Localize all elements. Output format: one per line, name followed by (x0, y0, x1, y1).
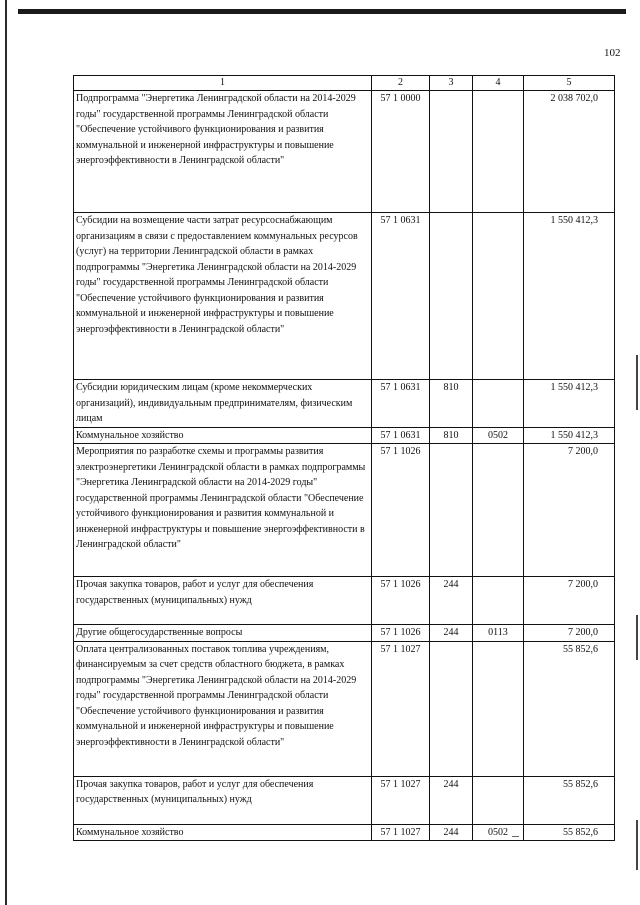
section-code (473, 91, 524, 213)
item-name: Мероприятия по разработке схемы и программы развития электроэнергетики Ленинградской области в рамках подпрограммы "Энергетика Ленинградской области на 2014-2029 годы" государственной программы Ленинградской области "Обеспечение устойчивого функционирования и развития коммунальной и инженерной инфраструктуры и повышение энергоэффективности в Ленинградской области" (74, 444, 372, 577)
table-row (74, 625, 615, 642)
item-name: Коммунальное хозяйство (74, 824, 372, 841)
section-code: 0502 (473, 427, 524, 444)
amount: 55 852,6 (524, 776, 615, 824)
item-name: Другие общегосударственные вопросы (74, 625, 372, 642)
item-name: Прочая закупка товаров, работ и услуг для обеспечения государственных (муниципальных) нужд (74, 776, 372, 824)
target-code: 57 1 1027 (372, 641, 430, 776)
table-row (74, 641, 615, 776)
target-code: 57 1 0631 (372, 427, 430, 444)
section-code (473, 776, 524, 824)
amount: 55 852,6 (524, 641, 615, 776)
scan-mark (512, 836, 519, 837)
header-cell: 2 (372, 76, 430, 91)
expense-type (430, 641, 473, 776)
item-name: Прочая закупка товаров, работ и услуг для обеспечения государственных (муниципальных) нужд (74, 577, 372, 625)
target-code: 57 1 1026 (372, 625, 430, 642)
expense-type (430, 213, 473, 380)
table-row (74, 776, 615, 824)
expense-type (430, 444, 473, 577)
table-row (74, 91, 615, 213)
target-code: 57 1 0631 (372, 213, 430, 380)
target-code: 57 1 0631 (372, 380, 430, 428)
item-name: Подпрограмма "Энергетика Ленинградской области на 2014-2029 годы" государственной программы Ленинградской области "Обеспечение устойчивого функционирования и развития коммунальной и инженерной инфраструктуры и повышение энергоэффективности в Ленинградской области" (74, 91, 372, 213)
scan-edge-right (636, 820, 638, 870)
section-code (473, 641, 524, 776)
item-name: Коммунальное хозяйство (74, 427, 372, 444)
section-code: 0502 (473, 824, 524, 841)
header-cell: 1 (74, 76, 372, 91)
scan-edge-top (18, 9, 626, 14)
expense-type: 244 (430, 824, 473, 841)
table-row (74, 213, 615, 380)
item-name: Субсидии юридическим лицам (кроме некоммерческих организаций), индивидуальным предпринимателям, физическим лицам (74, 380, 372, 428)
target-code: 57 1 1027 (372, 824, 430, 841)
page-number: 102 (604, 47, 621, 59)
header-cell: 4 (473, 76, 524, 91)
expense-type (430, 91, 473, 213)
header-cell: 3 (430, 76, 473, 91)
item-name: Субсидии на возмещение части затрат ресурсоснабжающим организациям в связи с предоставлением коммунальных ресурсов (услуг) на территории Ленинградской области в рамках подпрограммы "Энергетика Ленинградской области на 2014-2029 годы" государственной программы Ленинградской области "Обеспечение устойчивого функционирования и развития коммунальной и инженерной инфраструктуры и повышение энергоэффективности в Ленинградской области" (74, 213, 372, 380)
expense-type: 244 (430, 577, 473, 625)
table-row (74, 577, 615, 625)
amount: 1 550 412,3 (524, 380, 615, 428)
amount: 1 550 412,3 (524, 213, 615, 380)
header-cell: 5 (524, 76, 615, 91)
amount: 7 200,0 (524, 577, 615, 625)
expense-type: 244 (430, 625, 473, 642)
section-code (473, 380, 524, 428)
amount: 1 550 412,3 (524, 427, 615, 444)
table-row (74, 380, 615, 428)
expense-type: 810 (430, 427, 473, 444)
table-row (74, 427, 615, 444)
amount: 2 038 702,0 (524, 91, 615, 213)
section-code: 0113 (473, 625, 524, 642)
target-code: 57 1 0000 (372, 91, 430, 213)
expense-type: 810 (430, 380, 473, 428)
amount: 7 200,0 (524, 444, 615, 577)
amount: 55 852,6 (524, 824, 615, 841)
target-code: 57 1 1026 (372, 577, 430, 625)
table-row (74, 824, 615, 841)
budget-table (73, 75, 615, 841)
section-code (473, 577, 524, 625)
scan-edge-left (5, 0, 7, 905)
table-row (74, 444, 615, 577)
section-code (473, 444, 524, 577)
target-code: 57 1 1026 (372, 444, 430, 577)
amount: 7 200,0 (524, 625, 615, 642)
scan-edge-right (636, 355, 638, 410)
scan-edge-right (636, 615, 638, 660)
item-name: Оплата централизованных поставок топлива учреждениям, финансируемым за счет средств областного бюджета, в рамках подпрограммы "Энергетика Ленинградской области на 2014-2029 годы" государственной программы Ленинградской области "Обеспечение устойчивого функционирования и развития коммунальной и инженерной инфраструктуры и повышение энергоэффективности в Ленинградской области" (74, 641, 372, 776)
target-code: 57 1 1027 (372, 776, 430, 824)
expense-type: 244 (430, 776, 473, 824)
section-code (473, 213, 524, 380)
table-header-row (74, 76, 615, 91)
